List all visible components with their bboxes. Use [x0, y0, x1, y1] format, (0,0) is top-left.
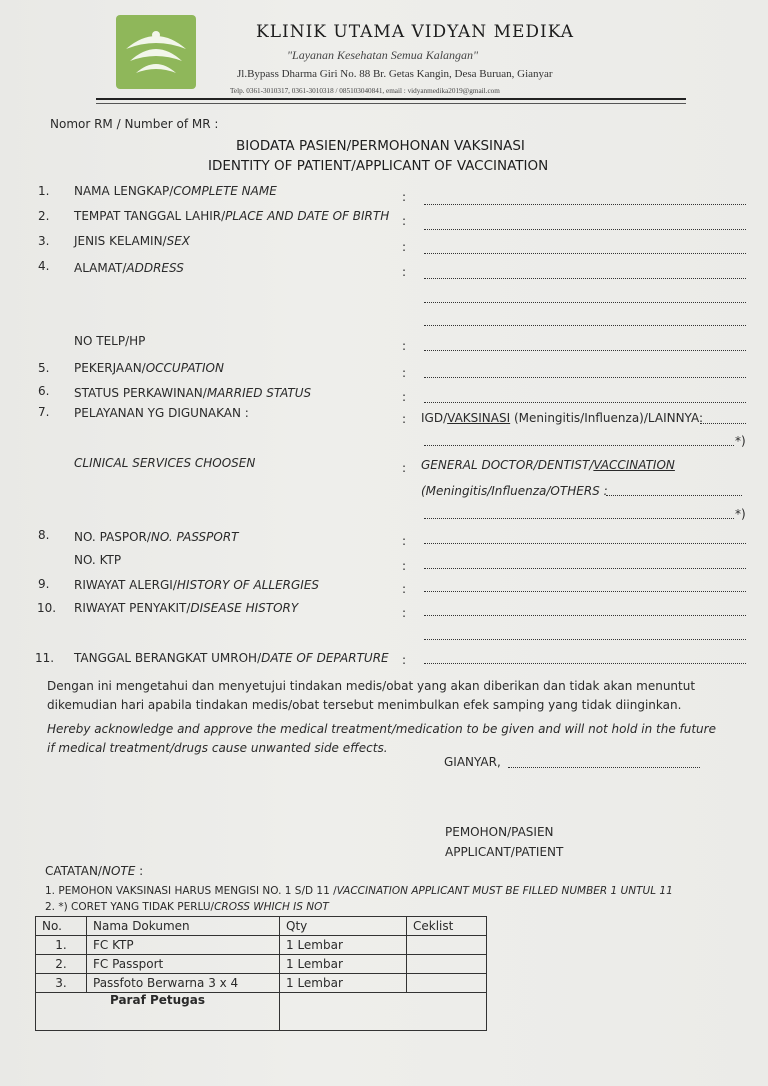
field-label-phone: NO TELP/HP — [74, 334, 146, 348]
col-check-header: Ceklist — [407, 917, 487, 936]
documents-table — [35, 916, 487, 1031]
colon: : — [402, 366, 407, 380]
colon: : — [402, 214, 407, 228]
disease-input-line-2[interactable] — [424, 639, 746, 640]
service-line-2[interactable] — [424, 445, 734, 446]
colon: : — [402, 190, 407, 204]
notes-title-colon: : — [135, 864, 144, 878]
col-no-header: No. — [36, 917, 87, 936]
option-vaccination[interactable]: VACCINATION — [593, 458, 675, 472]
colon: : — [402, 653, 407, 667]
label-en: NO. PASSPORT — [150, 530, 239, 544]
field-label-passport — [74, 530, 239, 544]
col-qty-header: Qty — [280, 917, 407, 936]
field-num-11: 11. — [35, 651, 55, 665]
field-label-address — [74, 261, 184, 275]
signer-label-en: APPLICANT/PATIENT — [445, 845, 564, 859]
notes-title-en: NOTE — [101, 864, 136, 878]
colon: : — [402, 559, 407, 573]
signature-row — [36, 993, 487, 1031]
field-label-sex — [74, 234, 190, 248]
married-input-line[interactable] — [424, 402, 746, 403]
birth-input-line[interactable] — [424, 229, 746, 230]
label-en: PLACE AND DATE OF BIRTH — [225, 209, 390, 223]
colon: : — [402, 582, 407, 596]
field-label-married — [74, 386, 311, 400]
clinical-sub-options[interactable]: (Meningitis/Influenza/OTHERS : — [421, 484, 608, 498]
table-row — [36, 955, 487, 974]
row-qty: 1 Lembar — [280, 974, 407, 993]
field-label-disease — [74, 601, 298, 615]
label-id: TEMPAT TANGGAL LAHIR/ — [74, 209, 226, 223]
field-num-2: 2. — [38, 209, 50, 223]
form-title-id: BIODATA PASIEN/PERMOHONAN VAKSINASI — [236, 138, 525, 154]
service-other-line[interactable] — [700, 423, 746, 424]
option-igd[interactable]: IGD/ — [421, 411, 448, 425]
label-id: TANGGAL BERANGKAT UMROH/ — [74, 651, 262, 665]
clinic-address: Jl.Bypass Dharma Giri No. 88 Br. Getas Kangin, Desa Buruan, Gianyar — [237, 68, 553, 80]
colon: : — [402, 534, 407, 548]
colon: : — [402, 412, 407, 426]
colon: : — [402, 240, 407, 254]
colon: : — [402, 606, 407, 620]
note-1-id: 1. PEMOHON VAKSINASI HARUS MENGISI NO. 1 S/D 11 / — [45, 885, 337, 897]
field-num-10: 10. — [37, 601, 57, 615]
consent-text-id: Dengan ini mengetahui dan menyetujui tindakan medis/obat yang akan diberikan dan tidak akan menuntut dikemudian hari apabila tindakan medis/obat tersebut menimbulkan efek samping yang tidak diinginkan. — [47, 679, 696, 712]
row-no: 2. — [36, 955, 87, 974]
field-num-8: 8. — [38, 528, 50, 542]
field-num-7: 7. — [38, 405, 50, 419]
note-2-en: CROSS WHICH IS NOT — [214, 901, 329, 913]
phone-input-line[interactable] — [424, 350, 746, 351]
label-en: HISTORY OF ALLERGIES — [176, 578, 320, 592]
table-row — [36, 936, 487, 955]
palm-leaf-icon — [116, 15, 196, 89]
label-id: STATUS PERKAWINAN/ — [74, 386, 207, 400]
label-id: RIWAYAT ALERGI/ — [74, 578, 177, 592]
row-doc: Passfoto Berwarna 3 x 4 — [87, 974, 280, 993]
field-label-birth — [74, 209, 389, 223]
row-checklist[interactable] — [407, 974, 487, 993]
clinical-other-line[interactable] — [606, 495, 742, 496]
table-header-row — [36, 917, 487, 936]
field-num-1: 1. — [38, 184, 50, 198]
label-id: ALAMAT/ — [74, 261, 127, 275]
note-2-id: 2. *) CORET YANG TIDAK PERLU/ — [45, 901, 215, 913]
place-label: GIANYAR, — [444, 755, 501, 769]
field-label-allergies — [74, 578, 319, 592]
label-en: MARRIED STATUS — [206, 386, 312, 400]
label-id: RIWAYAT PENYAKIT/ — [74, 601, 191, 615]
row-qty: 1 Lembar — [280, 955, 407, 974]
clinic-contact: Telp. 0361-3010317, 0361-3010318 / 085103040841, email : vidyanmedika2019@gmail.com — [230, 87, 500, 95]
label-en: ADDRESS — [126, 261, 184, 275]
address-input-line-3[interactable] — [424, 325, 746, 326]
row-no: 3. — [36, 974, 87, 993]
field-label-occupation — [74, 361, 224, 375]
header-rule-thin — [96, 103, 686, 104]
notes-title-id: CATATAN/ — [45, 864, 102, 878]
label-id: NO. PASPOR/ — [74, 530, 151, 544]
departure-input-line[interactable] — [424, 663, 746, 664]
notes-title — [45, 864, 143, 878]
colon: : — [402, 339, 407, 353]
clinic-logo — [116, 15, 196, 89]
asterisk-note: *) — [735, 434, 746, 448]
field-num-3: 3. — [38, 234, 50, 248]
label-id: PEKERJAAN/ — [74, 361, 146, 375]
address-input-line-1[interactable] — [424, 278, 746, 279]
note-1-en: VACCINATION APPLICANT MUST BE FILLED NUMBER 1 UNTUL 11 — [336, 885, 673, 897]
service-options[interactable] — [421, 411, 703, 425]
mr-number-label: Nomor RM / Number of MR : — [50, 117, 219, 131]
occupation-input-line[interactable] — [424, 377, 746, 378]
clinic-motto: "Layanan Kesehatan Semua Kalangan" — [287, 48, 479, 62]
field-label-departure — [74, 651, 389, 665]
col-doc-header: Nama Dokumen — [87, 917, 280, 936]
field-num-4: 4. — [38, 259, 50, 273]
field-num-5: 5. — [38, 361, 50, 375]
row-checklist[interactable] — [407, 955, 487, 974]
officer-initials-label: Paraf Petugas — [36, 993, 280, 1031]
field-label-name — [74, 184, 277, 198]
officer-initials-field[interactable] — [280, 993, 487, 1031]
label-en: OCCUPATION — [145, 361, 224, 375]
address-input-line-2[interactable] — [424, 302, 746, 303]
label-id: NAMA LENGKAP/ — [74, 184, 174, 198]
option-vaksinasi[interactable]: VAKSINASI — [447, 411, 511, 425]
ktp-input-line[interactable] — [424, 568, 746, 569]
name-input-line[interactable] — [424, 204, 746, 205]
label-id: JENIS KELAMIN/ — [74, 234, 167, 248]
allergies-input-line[interactable] — [424, 591, 746, 592]
field-label-ktp: NO. KTP — [74, 553, 122, 567]
sex-input-line[interactable] — [424, 253, 746, 254]
form-title-en: IDENTITY OF PATIENT/APPLICANT OF VACCINATION — [208, 158, 549, 174]
option-general[interactable]: GENERAL DOCTOR/DENTIST/ — [421, 458, 594, 472]
label-en: SEX — [166, 234, 191, 248]
clinical-line-2[interactable] — [424, 518, 734, 519]
field-num-9: 9. — [38, 577, 50, 591]
note-1 — [45, 885, 673, 897]
clinical-services-label: CLINICAL SERVICES CHOOSEN — [74, 456, 256, 470]
label-en: DATE OF DEPARTURE — [261, 651, 389, 665]
field-label-service: PELAYANAN YG DIGUNAKAN : — [74, 406, 249, 420]
header-rule — [96, 98, 686, 100]
passport-input-line[interactable] — [424, 543, 746, 544]
signer-label-id: PEMOHON/PASIEN — [445, 825, 554, 839]
note-2 — [45, 901, 329, 913]
label-en: DISEASE HISTORY — [190, 601, 299, 615]
clinic-name: KLINIK UTAMA VIDYAN MEDIKA — [256, 22, 575, 42]
colon: : — [402, 390, 407, 404]
table-row — [36, 974, 487, 993]
row-doc: FC KTP — [87, 936, 280, 955]
row-doc: FC Passport — [87, 955, 280, 974]
field-num-6: 6. — [38, 384, 50, 398]
row-qty: 1 Lembar — [280, 936, 407, 955]
row-checklist[interactable] — [407, 936, 487, 955]
asterisk-note-2: *) — [735, 507, 746, 521]
option-other[interactable]: (Meningitis/Influenza)/LAINNYA: — [510, 411, 703, 425]
label-en: COMPLETE NAME — [173, 184, 277, 198]
colon: : — [402, 265, 407, 279]
disease-input-line-1[interactable] — [424, 615, 746, 616]
colon: : — [402, 461, 407, 475]
row-no: 1. — [36, 936, 87, 955]
consent-text-en: Hereby acknowledge and approve the medical treatment/medication to be given and will not hold in the future if medical treatment/drugs cause unwanted side effects. — [47, 722, 716, 755]
date-input-line[interactable] — [508, 767, 700, 768]
clinical-options[interactable] — [421, 458, 675, 472]
